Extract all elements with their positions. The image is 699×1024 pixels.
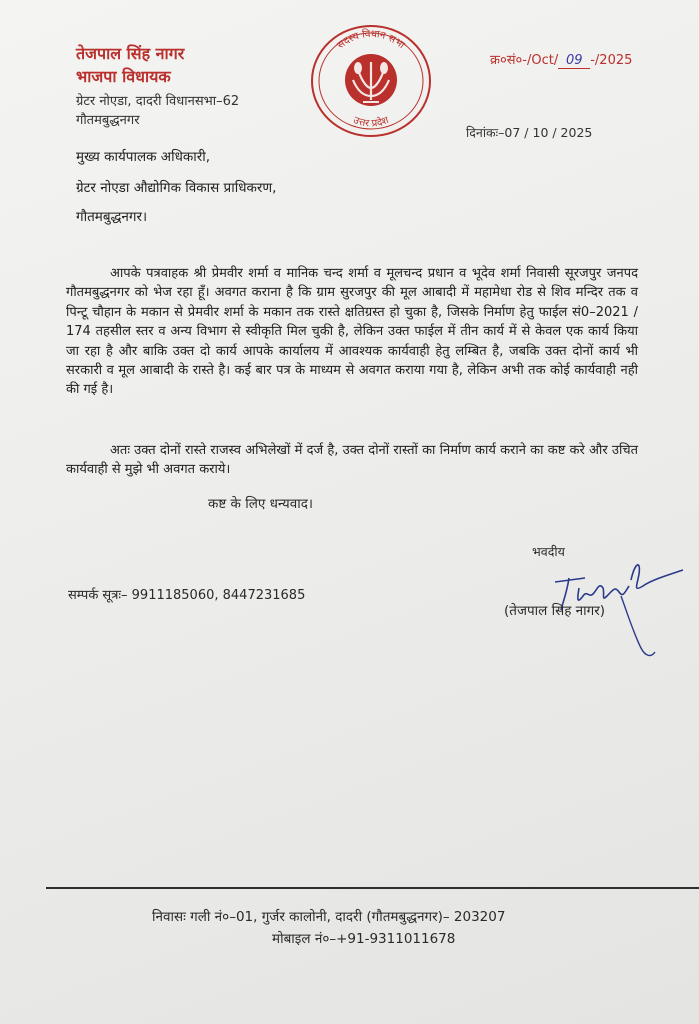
closing-thanks: कष्ट के लिए धन्यवाद। xyxy=(208,496,314,512)
contact-numbers: सम्पर्क सूत्रः– 9911185060, 8447231685 xyxy=(68,588,306,603)
body-paragraph-2-text: अतः उक्त दोनों रास्ते राजस्व अभिलेखों में दर्ज है, उक्त दोनों रास्तों का निर्माण कार्य कराने का कष्ट करे और उचित कार्यवाही से मुझे भी अवगत कराये। xyxy=(66,443,638,478)
letterhead-district: गौतमबुद्धनगर xyxy=(76,113,140,128)
reference-handwritten-number: 09 xyxy=(558,53,590,69)
valediction: भवदीय xyxy=(532,544,565,559)
signatory-name: (तेजपाल सिह नागर) xyxy=(504,603,606,619)
letter-date: दिनांकः–07 / 10 / 2025 xyxy=(466,125,593,140)
recipient-line-2: ग्रेटर नोएडा औद्योगिक विकास प्राधिकरण, xyxy=(76,180,277,196)
reference-number xyxy=(490,50,632,69)
seal-bottom-text: उत्तर प्रदेश xyxy=(351,114,391,130)
letterhead-constituency: ग्रेटर नोएडा, दादरी विधानसभा–62 xyxy=(76,94,240,109)
reference-year: -/2025 xyxy=(590,53,633,68)
body-paragraph-1 xyxy=(66,264,638,400)
body-paragraph-1-text: आपके पत्रवाहक श्री प्रेमवीर शर्मा व मानिक चन्द शर्मा व मूलचन्द प्रधान व भूदेव शर्मा निवासी सूरजपुर जनपद गौतमबुद्धनगर को भेज रहा हूँ। अवगत कराना है कि ग्राम सुरजपुर की मूल आबादी में महामेधा रोड से शिव मन्दिर तक व पिन्टू चौहान के मकान से प्रेमवीर शर्मा के मकान तक रास्ते क्षतिग्रस्त हो चुका है, जिसके निर्माण हेतु फाईल सं0–2021 / 174 तहसील स्तर व अन्य विभाग से स्वीकृति मिल चुकी है, लेकिन उक्त फाईल में तीन कार्य में से केवल एक कार्य किया जा रहा है और बाकि उक्त दो कार्य आपके कार्यालय में आवश्यक कार्यवाही हेतु लम्बित है, जबकि उक्त दोनों कार्य भी सरकारी व मूल आबादी के रास्ते है। कई बार पत्र के माध्यम से अवगत कराया गया है, लेकिन अभी तक कोई कार्यवाही नही की गई है। xyxy=(66,266,638,398)
footer-address: निवासः गली नं०–01, गुर्जर कालोनी, दादरी (गौतमबुद्धनगर)– 203207 xyxy=(152,909,506,925)
footer-divider xyxy=(46,887,699,889)
up-assembly-seal-icon xyxy=(308,22,434,140)
svg-text:उत्तर प्रदेश xyxy=(352,115,391,130)
recipient-line-1: मुख्य कार्यपालक अधिकारी, xyxy=(76,149,211,165)
reference-prefix: क्र०सं०-/Oct/ xyxy=(490,53,559,68)
letterhead-name: तेजपाल सिंह नागर xyxy=(76,44,185,63)
footer-mobile: मोबाइल नं०–+91-9311011678 xyxy=(272,931,456,947)
recipient-line-3: गौतमबुद्धनगर। xyxy=(76,209,148,225)
body-paragraph-2 xyxy=(66,441,638,480)
letterhead-designation: भाजपा विधायक xyxy=(76,67,171,86)
seal-top-text: सदस्य विधान सभा xyxy=(335,28,407,52)
